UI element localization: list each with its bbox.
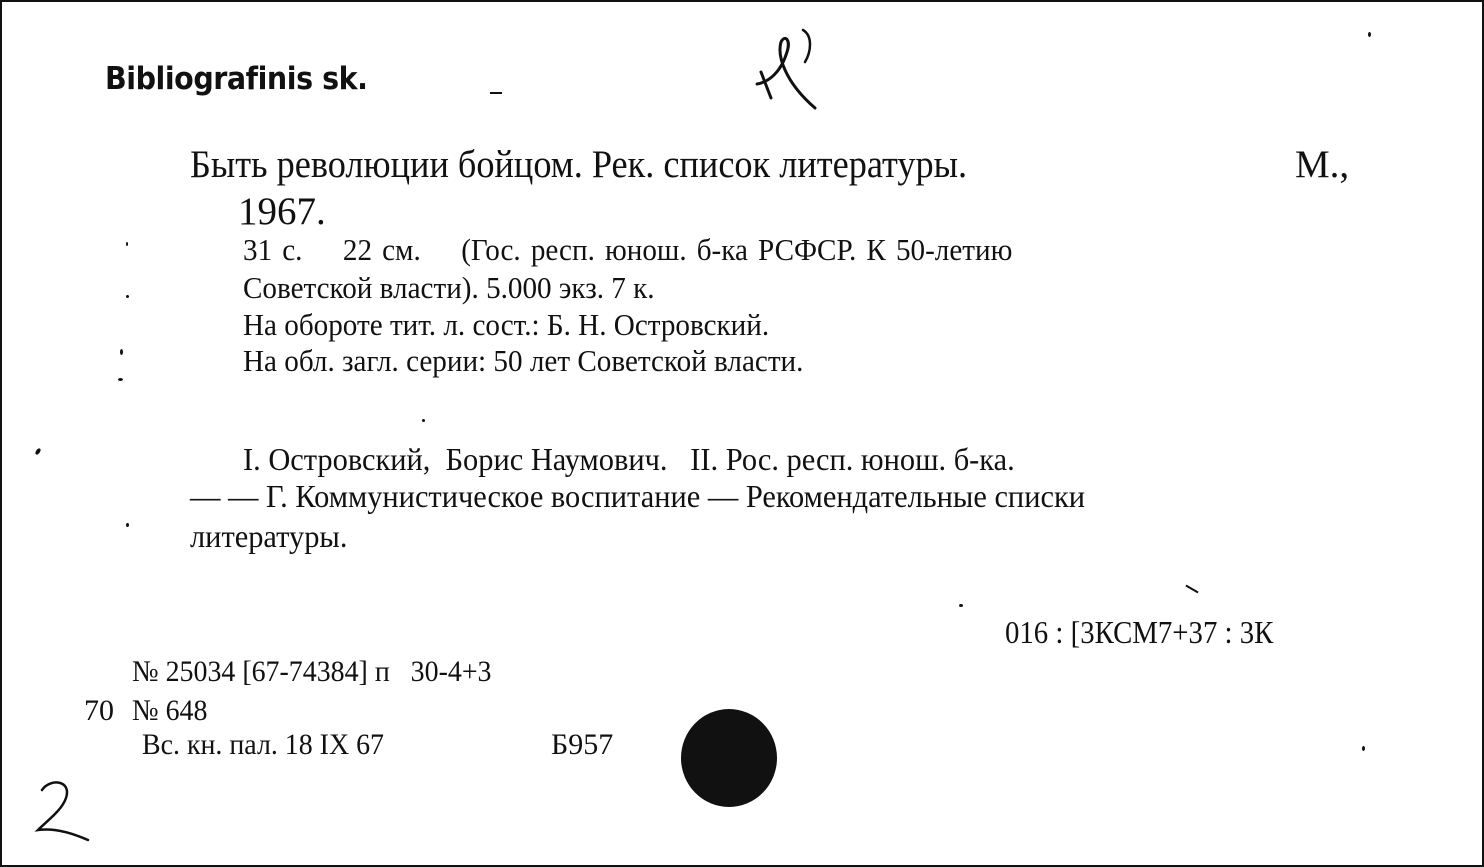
card-code: Б957 (551, 728, 614, 761)
registration-number: № 25034 [67-74384] п 30-4+3 (132, 655, 492, 688)
catalog-prefix: 70 (84, 694, 114, 727)
description-line: Советской власти). 5.000 экз. 7 к. (243, 270, 655, 305)
ink-speck (1368, 32, 1371, 37)
entry-title: Быть революции бойцом. Рек. список литературы. (190, 143, 968, 186)
catalog-number: № 648 (132, 694, 208, 727)
ink-speck (120, 349, 123, 355)
ink-speck (959, 604, 963, 607)
ink-speck (34, 447, 41, 455)
ink-speck (422, 419, 425, 422)
tracing-line: литературы. (190, 518, 348, 554)
entry-place: М., (1295, 143, 1350, 186)
punch-hole (681, 709, 777, 807)
description-line: 31 с. 22 см. (Гос. респ. юнош. б-ка РСФСР. К 50-летию (243, 232, 1013, 267)
tracing-line: I. Островский, Борис Наумович. II. Рос. респ. юнош. б-ка. (243, 441, 1015, 477)
division-label: Bibliografinis sk. (105, 61, 368, 97)
ink-speck (126, 295, 129, 298)
ink-speck (126, 242, 128, 246)
ink-speck (1362, 746, 1365, 751)
chamber-line: Вс. кн. пал. 18 IX 67 (142, 728, 385, 761)
ink-speck (490, 92, 502, 94)
description-line: На обл. загл. серии: 50 лет Советской власти. (243, 343, 804, 378)
entry-year: 1967. (238, 190, 326, 233)
classification-code: 016 : [3КСМ7+37 : 3К (1005, 614, 1274, 650)
ink-speck (1185, 585, 1198, 594)
description-line: На обороте тит. л. сост.: Б. Н. Островский. (243, 307, 770, 342)
ink-speck (118, 378, 123, 381)
ink-speck (126, 523, 129, 527)
handwritten-mark-bottom (30, 774, 100, 844)
tracing-line: — — Г. Коммунистическое воспитание — Рекомендательные списки (190, 478, 1086, 514)
handwritten-mark-top (747, 22, 827, 117)
